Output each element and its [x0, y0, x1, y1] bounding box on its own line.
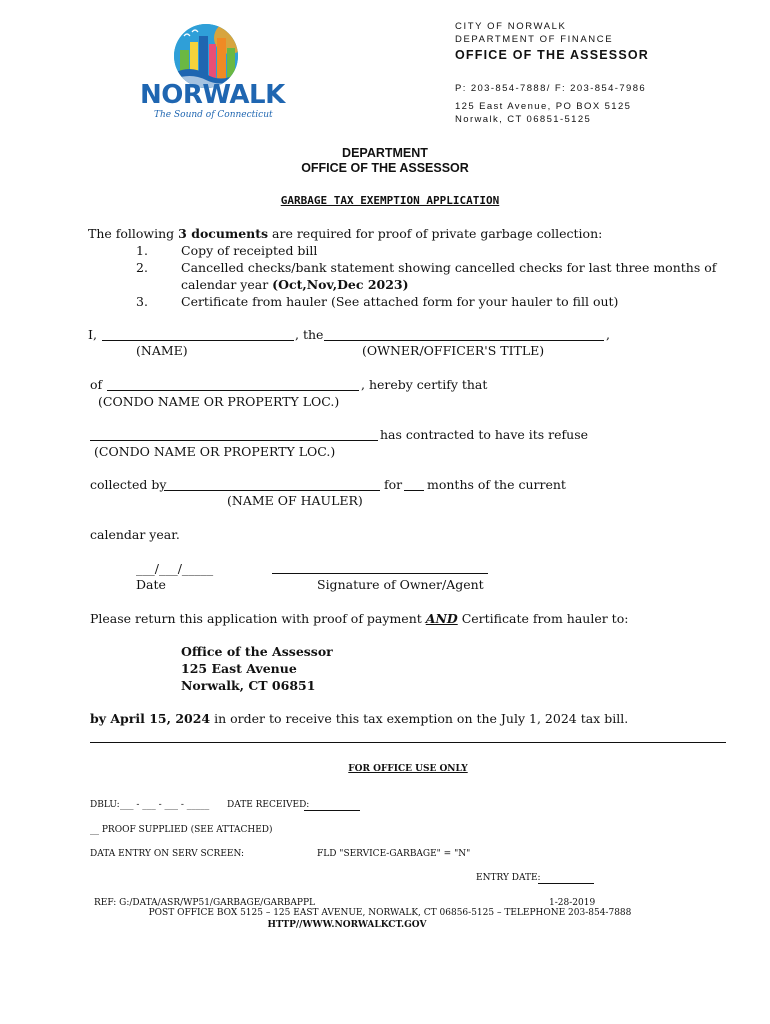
the-label: , the: [295, 327, 324, 342]
logo-wordmark: NORWALK: [140, 80, 285, 110]
contracted-text: has contracted to have its refuse: [380, 427, 589, 442]
name-caption: (NAME): [136, 343, 188, 358]
list-item: 2.: [136, 260, 148, 275]
of-label: of: [90, 377, 103, 392]
data-entry-label: DATA ENTRY ON SERV SCREEN:: [90, 849, 245, 859]
header-address-2: Norwalk, CT 06851-5125: [455, 114, 592, 125]
months-text: months of the current: [427, 477, 566, 492]
fld-service-garbage: FLD "SERVICE-GARBAGE" = "N": [317, 849, 471, 859]
condo-caption-1: (CONDO NAME OR PROPERTY LOC.): [98, 394, 340, 409]
hauler-caption: (NAME OF HAULER): [227, 493, 363, 508]
condo-name-field[interactable]: [107, 390, 359, 391]
title-department: DEPARTMENT: [342, 146, 428, 160]
requirements-intro: The following 3 documents are required for proof of private garbage collection:: [88, 226, 603, 241]
entry-date-field[interactable]: [538, 883, 594, 884]
i-label: I,: [88, 327, 97, 342]
date-field[interactable]: ___/___/_____: [136, 561, 214, 576]
entry-date-label: ENTRY DATE:: [476, 873, 541, 883]
condo-name-field-2[interactable]: [90, 440, 378, 441]
proof-supplied: __ PROOF SUPPLIED (SEE ATTACHED): [90, 825, 273, 835]
return-instructions: Please return this application with proof of payment AND Certificate from hauler to:: [90, 611, 629, 626]
list-item: 1.: [136, 243, 148, 258]
owner-title-field[interactable]: [324, 340, 604, 341]
footer-url[interactable]: HTTP//WWW.NORWALKCT.GOV: [267, 920, 427, 930]
list-item-text: Copy of receipted bill: [181, 243, 318, 258]
signature-field[interactable]: [272, 573, 488, 574]
norwalk-logo: [134, 24, 285, 124]
calendar-year-text: calendar year.: [90, 527, 180, 542]
footer-date: 1-28-2019: [549, 898, 596, 908]
condo-caption-2: (CONDO NAME OR PROPERTY LOC.): [94, 444, 336, 459]
signature-caption: Signature of Owner/Agent: [317, 577, 484, 592]
department-name: DEPARTMENT OF FINANCE: [455, 34, 614, 45]
office-use-heading: FOR OFFICE USE ONLY: [348, 764, 468, 774]
list-item: 3.: [136, 294, 148, 309]
date-received-field[interactable]: [304, 810, 360, 811]
collected-by-label: collected by: [90, 477, 167, 492]
city-name: CITY OF NORWALK: [455, 21, 567, 32]
header-address-1: 125 East Avenue, PO BOX 5125: [455, 101, 632, 112]
office-name: OFFICE OF THE ASSESSOR: [455, 48, 650, 62]
months-field[interactable]: [404, 490, 424, 491]
for-label: for: [384, 477, 403, 492]
form-title: GARBAGE TAX EXEMPTION APPLICATION: [280, 194, 500, 207]
divider: [90, 742, 726, 743]
dblu-label: DBLU:: [90, 800, 120, 810]
list-item-text: calendar year (Oct,Nov,Dec 2023): [181, 277, 409, 292]
hauler-name-field[interactable]: [164, 490, 380, 491]
comma: ,: [606, 327, 610, 342]
dblu-field[interactable]: ___ - ___ - ___ - _____: [120, 800, 210, 810]
return-address-3: Norwalk, CT 06851: [181, 678, 316, 693]
date-received-label: DATE RECEIVED:: [227, 800, 310, 810]
list-item-text: Cancelled checks/bank statement showing cancelled checks for last three months of: [181, 260, 717, 275]
date-caption: Date: [136, 577, 166, 592]
name-field[interactable]: [102, 340, 294, 341]
footer-ref: REF: G:/DATA/ASR/WP51/GARBAGE/GARBAPPL: [94, 898, 315, 908]
list-item-text: Certificate from hauler (See attached form for your hauler to fill out): [181, 294, 619, 309]
return-address-2: 125 East Avenue: [181, 661, 297, 676]
footer-address: POST OFFICE BOX 5125 – 125 EAST AVENUE, NORWALK, CT 06856-5125 – TELEPHONE 203-854-7888: [148, 908, 632, 918]
title-office: OFFICE OF THE ASSESSOR: [301, 161, 469, 175]
phone-fax: P: 203-854-7888/ F: 203-854-7986: [455, 83, 647, 94]
owner-title-caption: (OWNER/OFFICER'S TITLE): [362, 343, 545, 358]
return-address-1: Office of the Assessor: [181, 644, 333, 659]
deadline-text: by April 15, 2024 in order to receive this tax exemption on the July 1, 2024 tax bill.: [90, 711, 629, 726]
logo-tagline: The Sound of Connecticut: [154, 110, 273, 120]
certify-text: , hereby certify that: [361, 377, 488, 392]
